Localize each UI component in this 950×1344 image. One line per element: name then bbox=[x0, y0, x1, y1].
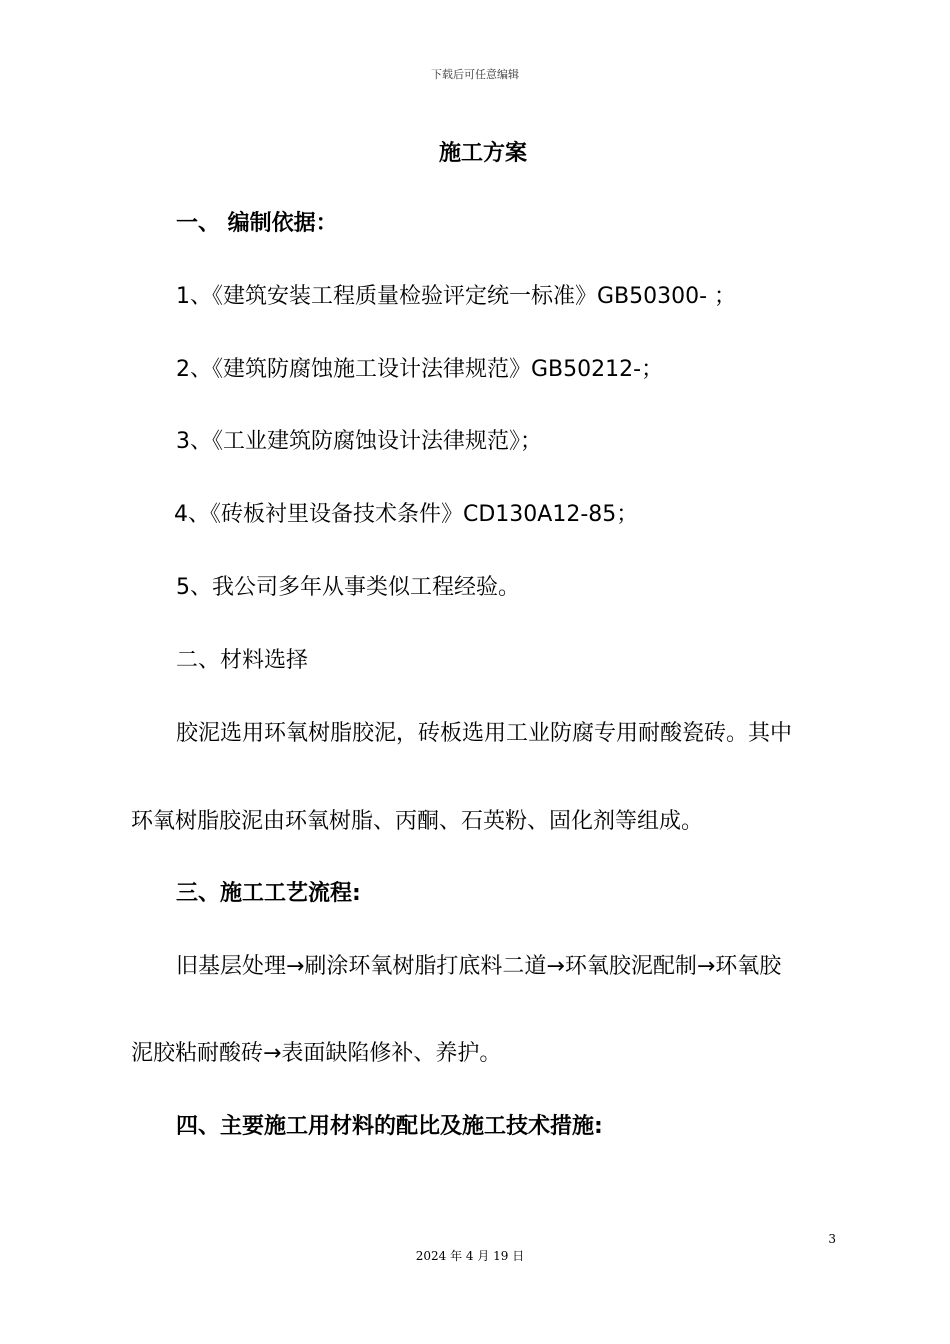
footer-date: 2024 年 4 月 19 日 bbox=[415, 1249, 525, 1263]
basis-item-2: 2、《建筑防腐蚀施工设计法律规范》GB50212-； bbox=[176, 357, 664, 382]
section-heading-basis: 一、 编制依据： bbox=[176, 211, 338, 236]
document-title: 施工方案 bbox=[438, 141, 527, 166]
basis-item-1: 1、《建筑安装工程质量检验评定统一标准》GB50300- ； bbox=[176, 284, 737, 309]
materials-paragraph-line-1: 胶泥选用环氧树脂胶泥，砖板选用工业防腐专用耐酸瓷砖。其中 bbox=[176, 721, 793, 746]
basis-item-3: 3、《工业建筑防腐蚀设计法律规范》； bbox=[176, 429, 542, 454]
page-header: 下载后可任意编辑 bbox=[431, 68, 519, 81]
page-number: 3 bbox=[828, 1232, 836, 1246]
materials-paragraph-line-2: 环氧树脂胶泥由环氧树脂、丙酮、石英粉、固化剂等组成。 bbox=[131, 809, 704, 834]
process-paragraph-line-2: 泥胶粘耐酸砖→表面缺陷修补、养护。 bbox=[131, 1041, 502, 1066]
section-heading-materials-ratio: 四、主要施工用材料的配比及施工技术措施: bbox=[176, 1114, 603, 1139]
section-heading-materials: 二、材料选择 bbox=[176, 648, 309, 673]
basis-item-5: 5、我公司多年从事类似工程经验。 bbox=[176, 575, 520, 600]
section-heading-process: 三、施工工艺流程: bbox=[176, 881, 361, 906]
process-paragraph-line-1: 旧基层处理→刷涂环氧树脂打底料二道→环氧胶泥配制→环氧胶 bbox=[176, 954, 782, 979]
basis-item-4: 4、《砖板衬里设备技术条件》CD130A12-85； bbox=[174, 502, 639, 527]
